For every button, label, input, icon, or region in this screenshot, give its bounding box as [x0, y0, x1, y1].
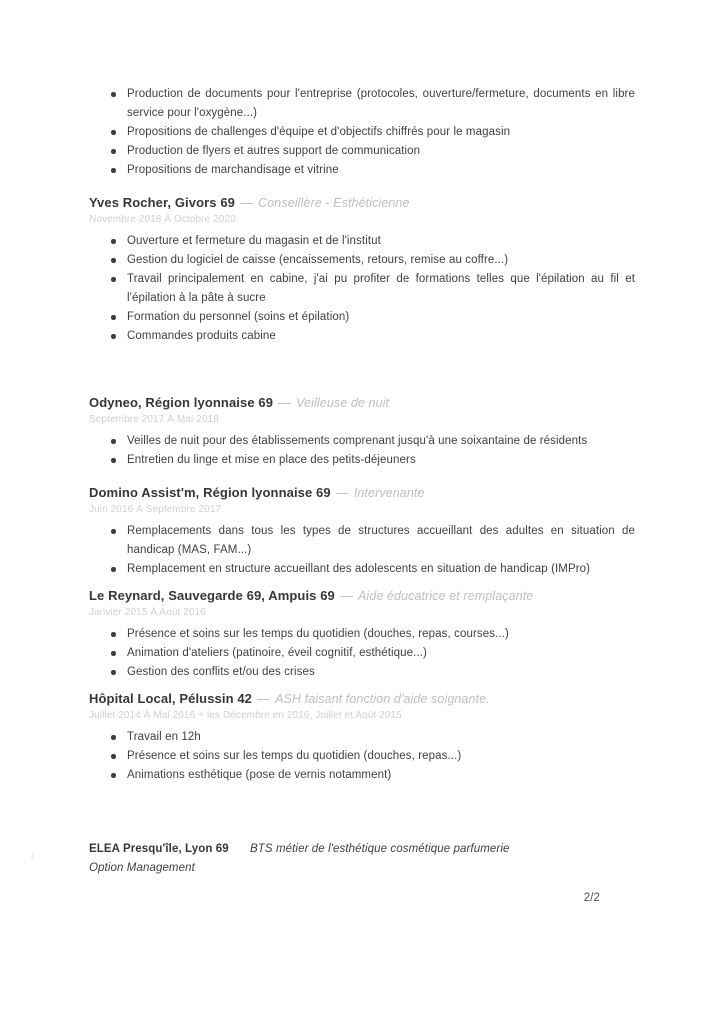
bullet-icon: [111, 277, 116, 282]
job-title: ASH faisant fonction d'aide soignante.: [275, 692, 490, 706]
bullet-text: Formation du personnel (soins et épilation): [127, 311, 350, 323]
company-name: Domino Assist'm, Région lyonnaise 69: [89, 485, 331, 500]
bullet-icon: [111, 258, 116, 263]
bullet-text: Travail principalement en cabine, j'ai pu profiter de formations telles que l'épilation au fil et l'épilation à la pâte à sucre: [127, 273, 635, 304]
bullet-text: Veilles de nuit pour des établissements comprenant jusqu'à une soixantaine de résidents: [127, 435, 588, 447]
bullet-text: Présence et soins sur les temps du quotidien (douches, repas...): [127, 750, 462, 762]
job-title: Veilleuse de nuit: [296, 396, 390, 410]
job-title: Intervenante: [353, 486, 425, 500]
experience-heading: [89, 394, 635, 412]
date-range: Janvier 2015 À Août 2016: [89, 607, 206, 618]
experience-section-yves-rocher: [89, 194, 635, 346]
list-item: [89, 766, 635, 785]
bullet-icon: [111, 239, 116, 244]
degree-title: BTS métier de l'esthétique cosmétique parfumerie: [250, 843, 510, 855]
bullet-list: [89, 625, 635, 682]
bullet-text: Animation d'ateliers (patinoire, éveil cognitif, esthétique...): [127, 647, 427, 659]
experience-section-odyneo: [89, 394, 635, 470]
education-entry: [89, 840, 635, 878]
dash-separator: —: [335, 485, 349, 500]
bullet-icon: [111, 773, 116, 778]
list-item: [89, 644, 635, 663]
bullet-icon: [111, 735, 116, 740]
bullet-text: Gestion du logiciel de caisse (encaissements, retours, remise au coffre...): [127, 254, 509, 266]
company-name: Odyneo, Région lyonnaise 69: [89, 395, 274, 410]
bullet-icon: [111, 567, 116, 572]
experience-heading: [89, 690, 635, 708]
date-range: Juillet 2014 À Mai 2016 + les Décembre en 2016, Juillet et Août 2015: [89, 710, 402, 721]
list-item: [89, 232, 635, 251]
dash-separator: —: [240, 195, 254, 210]
dash-separator: —: [256, 691, 271, 706]
list-item: [89, 747, 635, 766]
intro-bullet-list: [89, 85, 635, 180]
list-item: [89, 327, 635, 346]
list-item: [89, 161, 635, 180]
bullet-icon: [111, 651, 116, 656]
list-item: [89, 123, 635, 142]
bullet-text: Présence et soins sur les temps du quotidien (douches, repas, courses...): [127, 628, 509, 640]
bullet-icon: [111, 149, 116, 154]
bullet-icon: [111, 92, 116, 97]
bullet-text: Remplacement en structure accueillant des adolescents en situation de handicap (IMPro): [127, 563, 591, 575]
dash-separator: —: [339, 588, 353, 603]
list-item: [89, 663, 635, 682]
bullet-text: Production de flyers et autres support de communication: [127, 145, 421, 157]
bullet-text: Commandes produits cabine: [127, 330, 276, 342]
degree-option: Option Management: [89, 862, 195, 874]
experience-section-le-reynard: [89, 587, 635, 682]
experience-heading: [89, 194, 635, 212]
bullet-text: Propositions de marchandisage et vitrine: [127, 164, 339, 176]
bullet-icon: [111, 754, 116, 759]
list-item: [89, 522, 635, 560]
list-item: [89, 85, 635, 123]
bullet-text: Propositions de challenges d'équipe et d'objectifs chiffrés pour le magasin: [127, 126, 511, 138]
list-item: [89, 308, 635, 327]
bullet-icon: [111, 458, 116, 463]
job-title: Aide éducatrice et remplaçante: [358, 589, 534, 603]
list-item: [89, 432, 635, 451]
bullet-text: Entretien du linge et mise en place des petits-déjeuners: [127, 454, 416, 466]
bullet-icon: [111, 334, 116, 339]
experience-heading: [89, 484, 635, 502]
company-name: Hôpital Local, Pélussin 42: [89, 691, 252, 706]
bullet-list: [89, 232, 635, 346]
job-title: Conseillère - Esthéticienne: [258, 196, 410, 210]
bullet-text: Travail en 12h: [127, 731, 201, 743]
date-range: Septembre 2017 À Mai 2018: [89, 414, 219, 425]
list-item: [89, 625, 635, 644]
list-item: [89, 270, 635, 308]
bullet-icon: [111, 439, 116, 444]
date-range: Juin 2016 À Septembre 2017: [89, 504, 222, 515]
experience-section-hopital: [89, 690, 635, 785]
company-name: Yves Rocher, Givors 69: [89, 195, 236, 210]
bullet-icon: [111, 632, 116, 637]
page-number: 2/2: [583, 892, 600, 904]
experience-heading: [89, 587, 635, 605]
scan-artifact: [31, 852, 38, 859]
bullet-text: Remplacements dans tous les types de structures accueillant des adultes en situation de handicap (MAS, FAM...): [127, 525, 635, 556]
bullet-icon: [111, 130, 116, 135]
company-name: Le Reynard, Sauvegarde 69, Ampuis 69: [89, 588, 335, 603]
bullet-list: [89, 432, 635, 470]
list-item: [89, 728, 635, 747]
list-item: [89, 142, 635, 161]
bullet-icon: [111, 315, 116, 320]
bullet-text: Ouverture et fermeture du magasin et de l'institut: [127, 235, 381, 247]
school-name: ELEA Presqu'île, Lyon 69: [89, 843, 229, 855]
bullet-list: [89, 522, 635, 579]
bullet-icon: [111, 168, 116, 173]
date-range: Novembre 2018 À Octobre 2020: [89, 214, 236, 225]
bullet-text: Gestion des conflits et/ou des crises: [127, 666, 315, 678]
experience-section-domino: [89, 484, 635, 579]
dash-separator: —: [278, 395, 292, 410]
bullet-icon: [111, 529, 116, 534]
bullet-list: [89, 728, 635, 785]
bullet-icon: [111, 670, 116, 675]
list-item: [89, 251, 635, 270]
list-item: [89, 560, 635, 579]
bullet-text: Animations esthétique (pose de vernis notamment): [127, 769, 392, 781]
list-item: [89, 451, 635, 470]
bullet-text: Production de documents pour l'entreprise (protocoles, ouverture/fermeture, documents en libre service pour l'oxygène...): [127, 88, 635, 119]
